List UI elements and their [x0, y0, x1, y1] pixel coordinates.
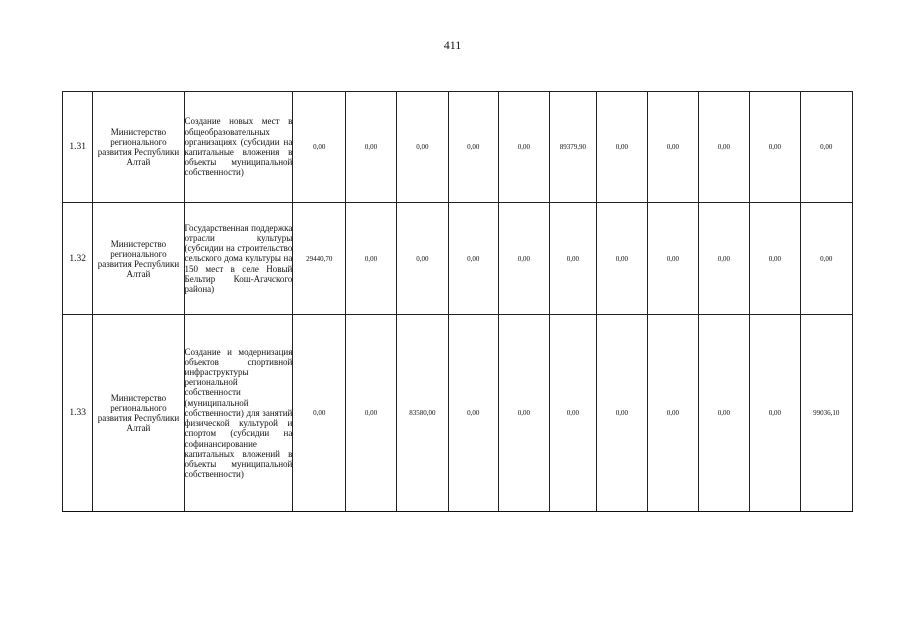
description-cell: Создание и модернизация объектов спортивной инфраструктуры региональной собственности (муниципальной собственности) для занятий физической культурой и спортом (субсидии на софинансирование капитальных вложений в объекты муниципальной собственности): [184, 315, 293, 512]
value-cell: 83580,00: [397, 315, 449, 512]
value-cell: 0,00: [800, 203, 852, 315]
value-cell: 0,00: [698, 92, 749, 203]
table-row: [63, 92, 905, 203]
row-number: 1.33: [63, 315, 93, 512]
value-cell: 89379,90: [549, 92, 596, 203]
description-cell: Государственная поддержка отрасли культуры (субсидии на строительство сельского дома культуры на 150 мест в селе Новый Бельтир Кош-Агачского района): [184, 203, 293, 315]
value-cell: 0,00: [346, 203, 397, 315]
value-cell: 0,00: [549, 315, 596, 512]
value-cell: 0,00: [749, 315, 800, 512]
value-cell: 0,00: [647, 92, 698, 203]
value-cell: 0,00: [448, 203, 498, 315]
value-cell: 0,00: [749, 92, 800, 203]
table-row: [63, 315, 905, 512]
value-cell: 0,00: [800, 92, 852, 203]
value-cell: 0,00: [647, 203, 698, 315]
value-cell: 99036,10: [800, 315, 852, 512]
value-cell: 0,00: [647, 315, 698, 512]
value-cell: 0,00: [346, 315, 397, 512]
value-cell: 0,00: [293, 92, 346, 203]
description-cell: Создание новых мест в общеобразовательных организациях (субсидии на капитальные вложения в объекты муниципальной собственности): [184, 92, 293, 203]
budget-table: [62, 91, 905, 512]
value-cell: 0,00: [596, 315, 647, 512]
value-cell: 0,00: [448, 315, 498, 512]
ministry-cell: Министерство регионального развития Республики Алтай: [93, 92, 184, 203]
value-cell: 0,00: [749, 203, 800, 315]
value-cell: 0,00: [293, 315, 346, 512]
value-cell: 0,00: [498, 92, 549, 203]
value-cell: 29440,70: [293, 203, 346, 315]
ministry-cell: Министерство регионального развития Республики Алтай: [93, 203, 184, 315]
value-cell: 0,00: [596, 92, 647, 203]
value-cell: 0,00: [698, 315, 749, 512]
value-cell: 0,00: [698, 203, 749, 315]
value-cell: 0,00: [397, 92, 449, 203]
value-cell: 0,00: [498, 203, 549, 315]
value-cell: 0,00: [596, 203, 647, 315]
value-cell: 0,00: [397, 203, 449, 315]
row-number: 1.31: [63, 92, 93, 203]
page-number: 411: [443, 38, 462, 52]
table-row: [63, 203, 905, 315]
value-cell: 0,00: [448, 92, 498, 203]
value-cell: 0,00: [498, 315, 549, 512]
row-number: 1.32: [63, 203, 93, 315]
ministry-cell: Министерство регионального развития Республики Алтай: [93, 315, 184, 512]
value-cell: 0,00: [346, 92, 397, 203]
value-cell: 0,00: [549, 203, 596, 315]
